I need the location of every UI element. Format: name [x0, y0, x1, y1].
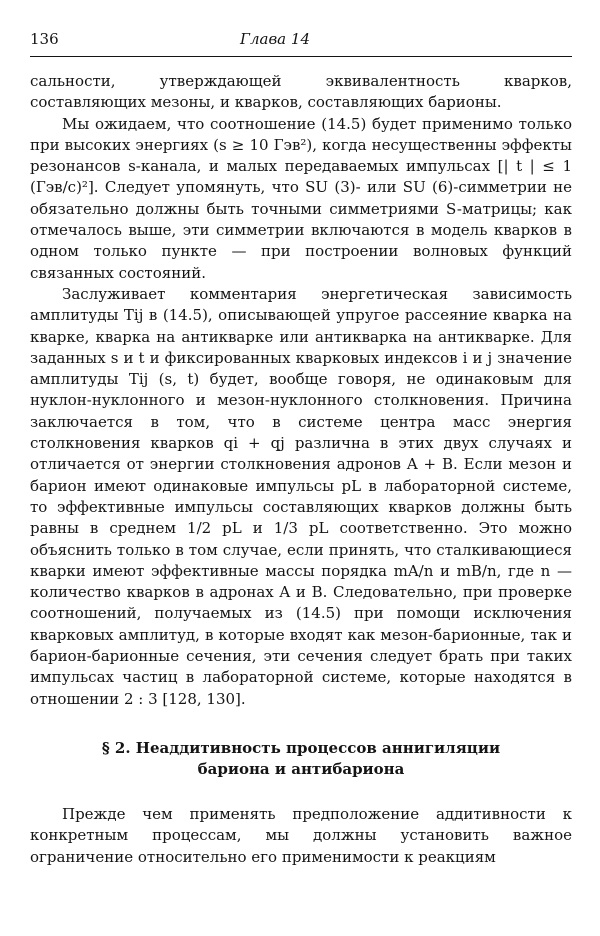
section-heading-line-1: § 2. Неаддитивность процессов аннигиляции: [101, 738, 501, 757]
paragraph-amplitude-energy: Заслуживает комментария энергетическая зависимость амплитуды Tij в (14.5), описывающей упругое рассеяние кварка на кварке, кварка на антикварке или антикварка на антикварке. Для заданных s и t и фиксированных кварковых индексов i и j значение амплитуды Tij (s, t) будет, вообще говоря, не одинаковым для нуклон-нуклонного и мезон-нуклонного столкновения. Причина заключается в том, что в системе центра масс энергия столкновения кварков qi + qj различна в этих двух случаях и отличается от энергии столкновения адронов A + B. Если мезон и барион имеют одинаковые импульсы pL в лабораторной системе, то эффективные импульсы составляющих кварков должны быть равны в среднем 1/2 pL и 1/3 pL соответственно. Это можно объяснить только в том случае, если принять, что сталкивающиеся кварки имеют эффективные массы порядка mA/n и mB/n, где n — количество кварков в адронах A и B. Следовательно, при проверке соотношений, получаемых из (14.5) при помощи исключения кварковых амплитуд, в которые входят как мезон-барионные, так и барион-барионные сечения, эти сечения следует брать при таких импульсах частиц в лабораторной системе, которые находятся в отношении 2 : 3 [128, 130].: [30, 284, 572, 708]
page-body: [30, 71, 572, 868]
header-rule: [30, 56, 572, 57]
section-heading-line-2: бариона и антибариона: [197, 759, 405, 778]
paragraph-energy-range: Мы ожидаем, что соотношение (14.5) будет применимо только при высоких энергиях (s ≥ 10 Гэв²), когда несущественны эффекты резонансов s-канала, и малых передаваемых импульсах [| t | ≤ 1 (Гэв/с)²]. Следует упомянуть, что SU (3)- или SU (6)-симметрии не обязательно должны быть точными симметриями S-матрицы; как отмечалось выше, эти симметрии включаются в модель кварков в одном только пункте — при построении волновых функций связанных состояний.: [30, 114, 572, 282]
section-heading: [30, 738, 572, 780]
page-number: 136: [30, 30, 59, 48]
paragraph-section-intro: Прежде чем применять предположение аддитивности к конкретным процессам, мы должны установить важное ограничение относительно его применимости к реакциям: [30, 804, 572, 866]
page-header: [30, 30, 572, 52]
running-title: Глава 14: [240, 30, 310, 48]
paragraph-continued: сальности, утверждающей эквивалентность кварков, составляющих мезоны, и кварков, составляющих барионы.: [30, 72, 572, 112]
